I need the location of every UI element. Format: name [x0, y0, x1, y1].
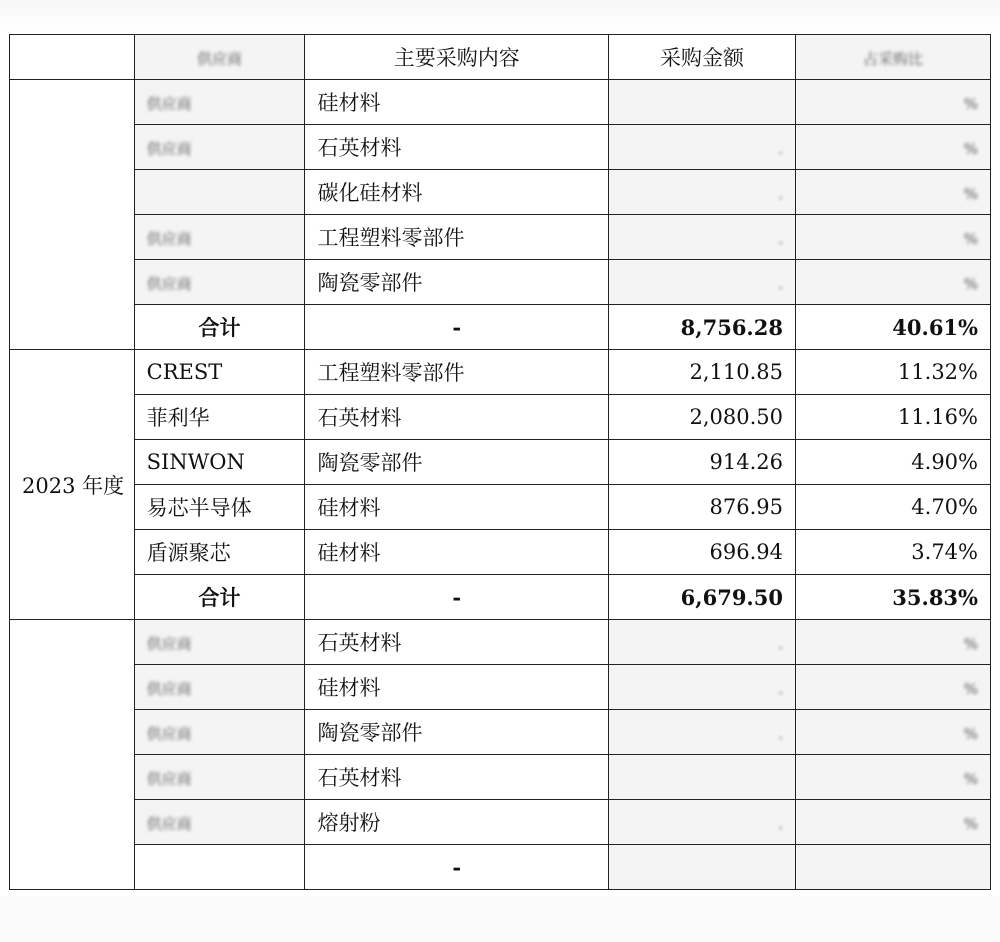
amount-cell: .	[609, 125, 796, 170]
supplier-cell: 菲利华	[134, 395, 305, 440]
content-cell: 硅材料	[305, 530, 609, 575]
ratio-cell: %	[795, 260, 990, 305]
content-cell: 石英材料	[305, 125, 609, 170]
header-period-cell	[10, 35, 135, 80]
ratio-cell: %	[795, 800, 990, 845]
table-row	[10, 710, 991, 755]
ratio-cell: %	[795, 170, 990, 215]
table-row	[10, 800, 991, 845]
amount-cell	[609, 80, 796, 125]
table-row	[10, 665, 991, 710]
total-label: 合计	[134, 305, 305, 350]
content-cell: 工程塑料零部件	[305, 215, 609, 260]
amount-cell: .	[609, 215, 796, 260]
amount-cell: 696.94	[609, 530, 796, 575]
amount-cell: .	[609, 710, 796, 755]
total-ratio: 40.61%	[795, 305, 990, 350]
table-header-row	[10, 35, 991, 80]
table-row	[10, 125, 991, 170]
ratio-cell: %	[795, 755, 990, 800]
supplier-cell	[134, 170, 305, 215]
table-row	[10, 530, 991, 575]
content-cell: 石英材料	[305, 395, 609, 440]
supplier-cell: 供应商	[134, 620, 305, 665]
amount-cell: 876.95	[609, 485, 796, 530]
supplier-cell: 易芯半导体	[134, 485, 305, 530]
ratio-cell: %	[795, 710, 990, 755]
table-row	[10, 440, 991, 485]
supplier-cell: 供应商	[134, 800, 305, 845]
scan-bottom-margin	[0, 896, 1000, 942]
ratio-cell: 4.70%	[795, 485, 990, 530]
table-row	[10, 260, 991, 305]
amount-cell: 914.26	[609, 440, 796, 485]
total-content: -	[305, 845, 609, 890]
amount-cell: .	[609, 800, 796, 845]
content-cell: 陶瓷零部件	[305, 710, 609, 755]
content-cell: 石英材料	[305, 755, 609, 800]
supplier-cell: SINWON	[134, 440, 305, 485]
header-ratio-cell: 占采购比	[795, 35, 990, 80]
table-row	[10, 350, 991, 395]
period-cell	[10, 80, 135, 350]
ratio-cell: 4.90%	[795, 440, 990, 485]
supplier-cell: 供应商	[134, 125, 305, 170]
procurement-table	[9, 34, 991, 890]
amount-cell: .	[609, 665, 796, 710]
content-cell: 陶瓷零部件	[305, 260, 609, 305]
supplier-cell: 供应商	[134, 215, 305, 260]
supplier-cell: 供应商	[134, 755, 305, 800]
supplier-cell: 盾源聚芯	[134, 530, 305, 575]
total-ratio: 35.83%	[795, 575, 990, 620]
total-ratio	[795, 845, 990, 890]
content-cell: 石英材料	[305, 620, 609, 665]
header-content-cell: 主要采购内容	[305, 35, 609, 80]
ratio-cell: %	[795, 125, 990, 170]
ratio-cell: %	[795, 80, 990, 125]
supplier-cell: 供应商	[134, 260, 305, 305]
period-cell: 2023 年度	[10, 350, 135, 620]
scan-top-margin	[0, 0, 1000, 30]
total-row	[10, 575, 991, 620]
ratio-cell: 11.32%	[795, 350, 990, 395]
supplier-cell: 供应商	[134, 665, 305, 710]
ratio-cell: %	[795, 665, 990, 710]
amount-cell: .	[609, 620, 796, 665]
total-amount: 8,756.28	[609, 305, 796, 350]
content-cell: 硅材料	[305, 665, 609, 710]
total-content: -	[305, 305, 609, 350]
total-amount: 6,679.50	[609, 575, 796, 620]
table-row	[10, 620, 991, 665]
amount-cell: .	[609, 170, 796, 215]
total-label: 合计	[134, 575, 305, 620]
content-cell: 硅材料	[305, 80, 609, 125]
supplier-cell: 供应商	[134, 80, 305, 125]
content-cell: 工程塑料零部件	[305, 350, 609, 395]
total-amount	[609, 845, 796, 890]
ratio-cell: %	[795, 620, 990, 665]
table-row	[10, 755, 991, 800]
header-amount-cell: 采购金额	[609, 35, 796, 80]
content-cell: 熔射粉	[305, 800, 609, 845]
content-cell: 碳化硅材料	[305, 170, 609, 215]
table-row	[10, 80, 991, 125]
ratio-cell: %	[795, 215, 990, 260]
period-cell	[10, 620, 135, 890]
amount-cell: 2,110.85	[609, 350, 796, 395]
content-cell: 陶瓷零部件	[305, 440, 609, 485]
total-row	[10, 305, 991, 350]
total-content: -	[305, 575, 609, 620]
total-row	[10, 845, 991, 890]
ratio-cell: 3.74%	[795, 530, 990, 575]
ratio-cell: 11.16%	[795, 395, 990, 440]
amount-cell: 2,080.50	[609, 395, 796, 440]
table-row	[10, 395, 991, 440]
header-supplier-cell: 供应商	[134, 35, 305, 80]
supplier-cell: 供应商	[134, 710, 305, 755]
supplier-cell: CREST	[134, 350, 305, 395]
table-row	[10, 215, 991, 260]
amount-cell	[609, 755, 796, 800]
total-label	[134, 845, 305, 890]
table-row	[10, 485, 991, 530]
content-cell: 硅材料	[305, 485, 609, 530]
amount-cell: .	[609, 260, 796, 305]
table-row	[10, 170, 991, 215]
